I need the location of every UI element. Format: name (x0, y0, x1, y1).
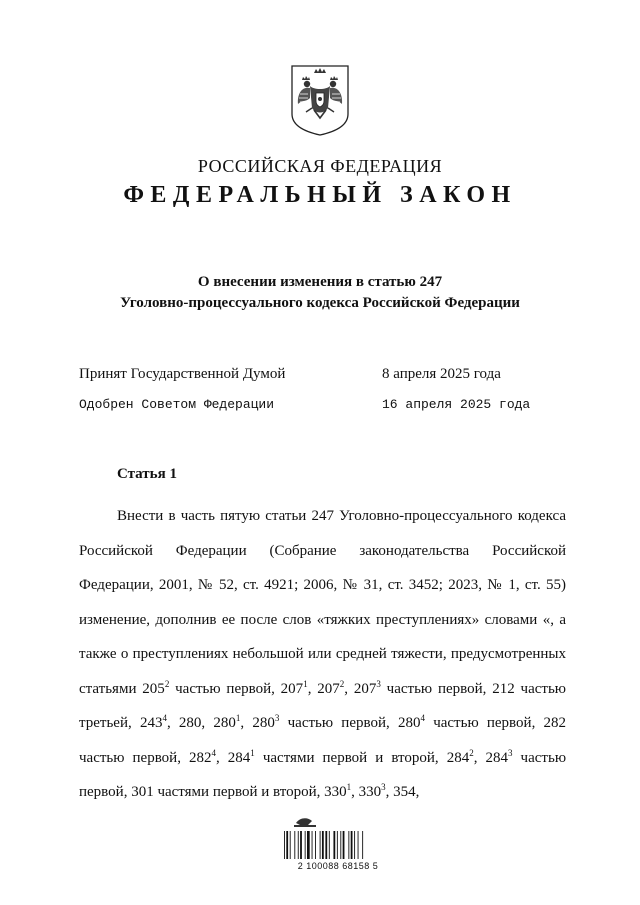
document-type: ФЕДЕРАЛЬНЫЙ ЗАКОН (123, 182, 517, 208)
council-date: 16 апреля 2025 года (382, 397, 531, 412)
barcode-number: 2 100088 68158 5 (297, 861, 379, 871)
article-superscript: 3 (376, 678, 381, 689)
barcode-bar (298, 831, 299, 859)
barcode-bar (315, 831, 316, 859)
article-text-segment: , 284 (473, 749, 509, 766)
barcode-bar (354, 831, 355, 859)
barcode-bar (290, 831, 291, 859)
barcode-bar (337, 831, 338, 859)
barcode-bar (300, 831, 302, 859)
article-text-segment: , 330 (351, 784, 382, 800)
article-superscript: 1 (303, 678, 308, 689)
article-superscript: 2 (164, 678, 170, 689)
article-superscript: 3 (274, 713, 280, 723)
article-text-segment: частью первой, 212 частью третьей, 243 (79, 680, 567, 731)
article-superscript: 2 (339, 678, 345, 689)
barcode-bar (286, 831, 288, 859)
barcode-bar (351, 831, 353, 859)
barcode-bar (358, 831, 359, 859)
country-name: РОССИЙСКАЯ ФЕДЕРАЦИЯ (197, 156, 443, 176)
article-text-segment: частью первой, 207 (169, 680, 304, 697)
barcode-bar (329, 831, 330, 859)
barcode-bar (333, 831, 335, 859)
barcode-bar (325, 831, 327, 859)
barcode-bar (322, 831, 324, 859)
article-text-segment: частью первой, 280 (279, 715, 421, 731)
article-superscript: 1 (346, 782, 352, 792)
barcode-bar (307, 831, 310, 859)
article-heading: Статья 1 (117, 466, 177, 482)
coat-of-arms-icon (288, 64, 352, 136)
duma-label: Принят Государственной Думой (79, 366, 286, 382)
barcode-bar (348, 831, 349, 859)
duma-date: 8 апреля 2025 года (382, 366, 501, 382)
article-superscript: 3 (508, 747, 513, 758)
article-body (79, 499, 566, 810)
article-text-segment: , 284 (216, 749, 251, 766)
article-superscript: 4 (211, 747, 216, 758)
law-title-line-2: Уголовно-процессуального кодекса Российской Федерации (120, 295, 520, 311)
article-superscript: 4 (162, 713, 167, 723)
article-superscript: 1 (235, 713, 241, 723)
barcode-bar (343, 831, 345, 859)
article-superscript: 1 (250, 747, 255, 758)
article-text-segment: , 207 (344, 680, 377, 697)
barcode-bar (320, 831, 321, 859)
article-text-segment: , 280 (240, 715, 275, 731)
barcode-bar (294, 831, 295, 859)
article-text-segment: частью первой, 282 частью первой, 282 (79, 715, 567, 766)
council-label: Одобрен Советом Федерации (79, 397, 275, 412)
law-title-line-1: О внесении изменения в статью 247 (197, 274, 443, 290)
barcode-bar (312, 831, 313, 859)
barcode-bar (305, 831, 306, 859)
article-text-segment: , 354, (385, 784, 420, 800)
article-text-segment: частями первой и второй, 284 (254, 749, 470, 766)
article-superscript: 3 (381, 782, 386, 792)
article-superscript: 2 (469, 747, 474, 758)
article-superscript: 4 (420, 713, 425, 723)
article-text-segment: , 207 (307, 680, 340, 697)
article-text-segment: , 280, 280 (166, 715, 236, 731)
barcode-bar (284, 831, 285, 859)
article-text-segment: частью первой, 301 частями первой и второй, 330 (79, 749, 567, 800)
article-text-segment: Внести в часть пятую статьи 247 Уголовно-процессуального кодекса Российской Федерации (Собрание законодательства Российской Федерации, 2001, № 52, ст. 4921; 2006, № 31, ст. 3452; 2023, № 1, ст. 55) изменение, дополнив ее после слов «тяжких преступлениях» словами «, а также о преступлениях небольшой или средней тяжести, предусмотренных статьями 205 (79, 508, 566, 697)
barcode-bar (362, 831, 363, 859)
barcode-bar (340, 831, 341, 859)
law-title (0, 272, 640, 314)
